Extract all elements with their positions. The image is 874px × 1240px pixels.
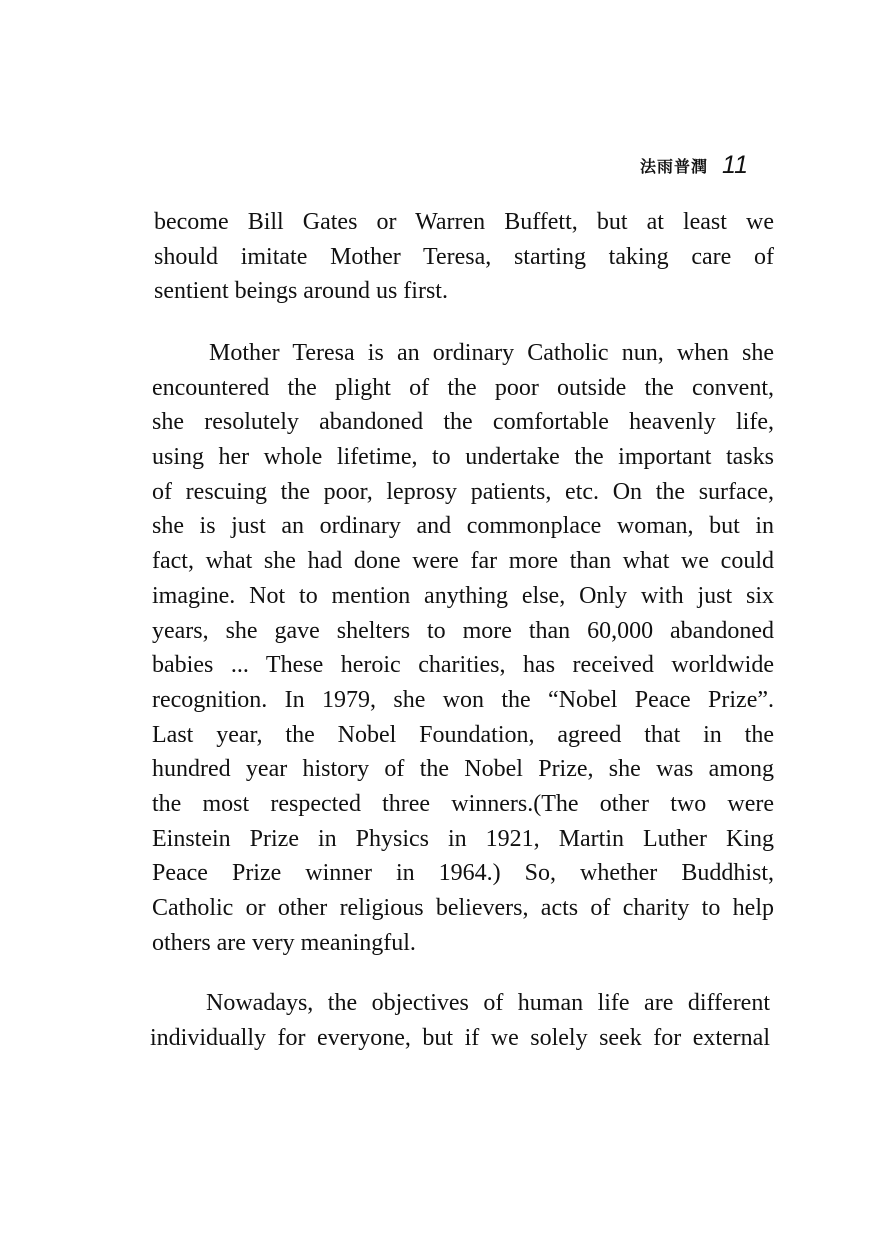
running-header xyxy=(640,148,748,182)
text-line: using her whole lifetime, to undertake the important tasks xyxy=(152,444,774,471)
header-title: 法雨普潤 xyxy=(640,156,709,176)
text-line: imagine. Not to mention anything else, Only with just six xyxy=(152,582,774,609)
text-line: others are very meaningful. xyxy=(152,929,416,956)
paragraph-1 xyxy=(154,205,774,309)
text-line: encountered the plight of the poor outside the convent, xyxy=(152,374,774,401)
text-line: she resolutely abandoned the comfortable heavenly life, xyxy=(152,409,774,436)
paragraph-2 xyxy=(152,336,774,960)
text-line: years, she gave shelters to more than 60,000 abandoned xyxy=(152,617,774,644)
text-line: should imitate Mother Teresa, starting taking care of xyxy=(154,243,774,270)
text-line: Nowadays, the objectives of human life are different xyxy=(206,990,770,1016)
text-line: become Bill Gates or Warren Buffett, but at least we xyxy=(154,209,774,235)
text-line: individually for everyone, but if we solely seek for external xyxy=(150,1024,770,1051)
text-line: the most respected three winners.(The other two were xyxy=(152,790,774,817)
text-line: babies ... These heroic charities, has received worldwide xyxy=(152,652,774,679)
text-line: fact, what she had done were far more than what we could xyxy=(152,548,774,575)
text-line: Einstein Prize in Physics in 1921, Martin Luther King xyxy=(152,825,774,852)
paragraph-3 xyxy=(150,986,770,1055)
text-line: hundred year history of the Nobel Prize, she was among xyxy=(152,756,774,783)
page-number: 11 xyxy=(722,150,748,179)
text-line: recognition. In 1979, she won the “Nobel Peace Prize”. xyxy=(152,686,774,713)
text-line: Mother Teresa is an ordinary Catholic nun, when she xyxy=(209,340,774,366)
text-line: she is just an ordinary and commonplace woman, but in xyxy=(152,513,774,540)
text-line: Catholic or other religious believers, acts of charity to help xyxy=(152,895,774,921)
text-line: Last year, the Nobel Foundation, agreed that in the xyxy=(152,721,774,748)
text-line: sentient beings around us first. xyxy=(154,278,448,305)
text-line: Peace Prize winner in 1964.) So, whether Buddhist, xyxy=(152,860,774,887)
text-line: of rescuing the poor, leprosy patients, etc. On the surface, xyxy=(152,478,774,505)
